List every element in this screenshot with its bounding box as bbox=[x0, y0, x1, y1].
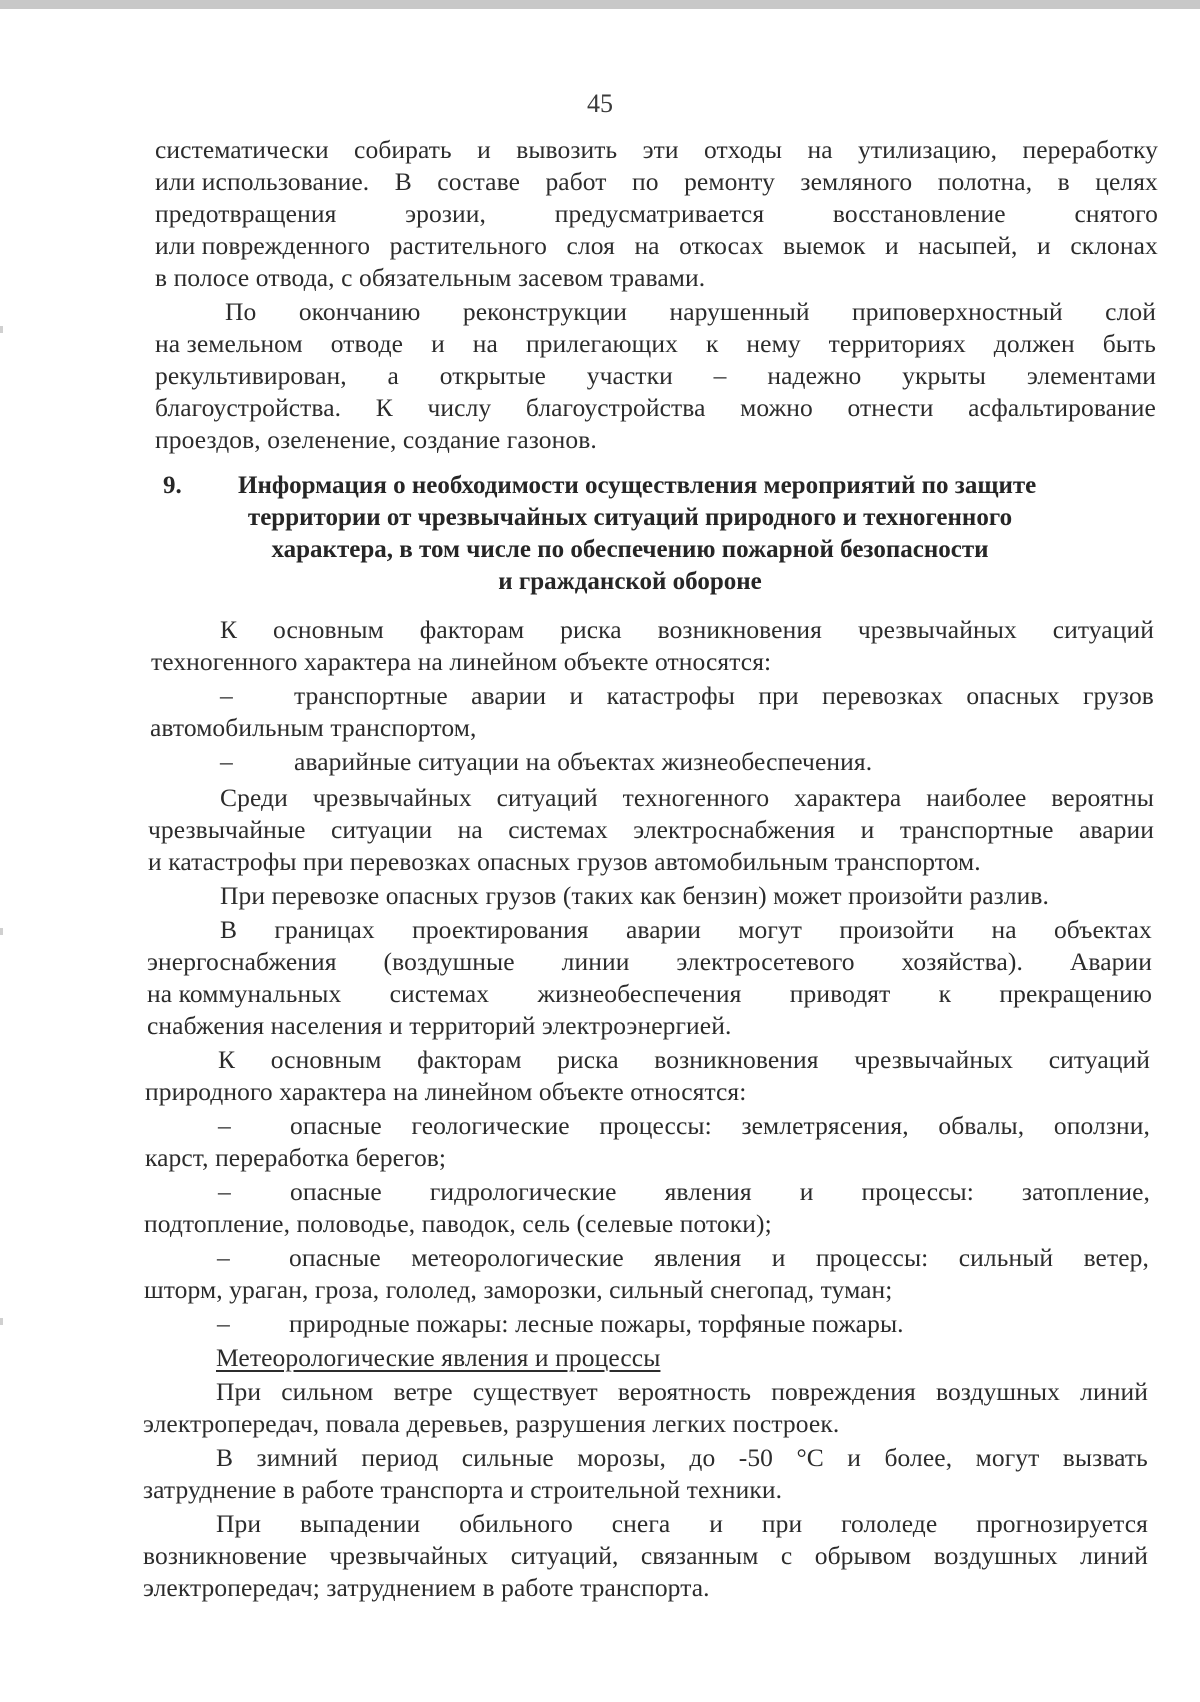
word: аварии bbox=[625, 915, 701, 944]
word: возникновения bbox=[654, 1045, 819, 1074]
list-dash: – bbox=[217, 1243, 230, 1272]
word: морозы, bbox=[577, 1443, 666, 1472]
word: благоустройства bbox=[525, 393, 706, 422]
word: явления bbox=[664, 1177, 752, 1206]
word: систематически bbox=[155, 135, 329, 164]
word: можно bbox=[740, 393, 813, 422]
justified-line bbox=[155, 392, 1156, 424]
word: выемок bbox=[783, 231, 866, 260]
word: наиболее bbox=[926, 783, 1027, 812]
word: чрезвычайных bbox=[857, 615, 1017, 644]
word: возникновения bbox=[657, 615, 822, 644]
text-line: карст, переработка берегов; bbox=[145, 1143, 447, 1172]
justified-line bbox=[290, 1110, 1150, 1142]
word: обвалы, bbox=[938, 1111, 1025, 1140]
word: откосах bbox=[679, 231, 764, 260]
word: надежно bbox=[767, 361, 862, 390]
justified-line bbox=[216, 1508, 1148, 1540]
word: и bbox=[1037, 231, 1051, 260]
word: окончанию bbox=[298, 297, 421, 326]
word: К bbox=[220, 615, 238, 644]
word: В bbox=[394, 167, 412, 196]
word: транспортные bbox=[294, 681, 448, 710]
word: ситуаций bbox=[1052, 615, 1154, 644]
text-line: шторм, ураган, гроза, гололед, заморозки, сильный снегопад, туман; bbox=[144, 1275, 893, 1304]
word: проектирования bbox=[412, 915, 589, 944]
justified-line bbox=[218, 1044, 1150, 1076]
word: объектах bbox=[1053, 915, 1152, 944]
word: линий bbox=[1080, 1377, 1148, 1406]
word: сильный bbox=[958, 1243, 1054, 1272]
word: ситуаций bbox=[496, 783, 598, 812]
word: риска bbox=[560, 615, 622, 644]
text-line: автомобильным транспортом, bbox=[150, 713, 477, 742]
word: факторам bbox=[419, 615, 525, 644]
word: или использование. bbox=[155, 167, 370, 196]
word: благоустройства. bbox=[155, 393, 342, 422]
word: на bbox=[991, 915, 1017, 944]
text-line: подтопление, половодье, паводок, сель (селевые потоки); bbox=[144, 1209, 772, 1238]
word: гидрологические bbox=[429, 1177, 617, 1206]
word: системах bbox=[508, 815, 608, 844]
word: полотна, bbox=[937, 167, 1033, 196]
word: обильного bbox=[459, 1509, 573, 1538]
word: участки bbox=[586, 361, 673, 390]
justified-line bbox=[155, 166, 1158, 198]
word: грузов bbox=[1083, 681, 1154, 710]
justified-line bbox=[147, 946, 1152, 978]
word: на bbox=[807, 135, 833, 164]
word: нему bbox=[746, 329, 801, 358]
word: процессы: bbox=[815, 1243, 929, 1272]
word: зимний bbox=[256, 1443, 338, 1472]
word: составе bbox=[437, 167, 520, 196]
section-number: 9. bbox=[163, 472, 182, 499]
page-number: 45 bbox=[587, 89, 613, 118]
word: По bbox=[225, 297, 257, 326]
word: метеорологические bbox=[411, 1243, 624, 1272]
word: до bbox=[689, 1443, 716, 1472]
text-line: При перевозке опасных грузов (таких как бензин) может произойти разлив. bbox=[220, 881, 1050, 910]
word: риска bbox=[557, 1045, 619, 1074]
word: предусматривается bbox=[554, 199, 765, 228]
text-line: природные пожары: лесные пожары, торфяные пожары. bbox=[289, 1309, 904, 1338]
word: должен bbox=[993, 329, 1075, 358]
word: В bbox=[216, 1443, 234, 1472]
word: воздушных bbox=[933, 1541, 1058, 1570]
word: произойти bbox=[839, 915, 955, 944]
word: и bbox=[569, 681, 584, 710]
word: При bbox=[216, 1377, 262, 1406]
word: отнести bbox=[847, 393, 934, 422]
word: опасные bbox=[289, 1243, 381, 1272]
word: выпадении bbox=[300, 1509, 421, 1538]
word: основным bbox=[273, 615, 384, 644]
list-dash: – bbox=[218, 1177, 231, 1206]
word: на коммунальных bbox=[147, 979, 342, 1008]
word: обрывом bbox=[814, 1541, 912, 1570]
word: гололеде bbox=[841, 1509, 938, 1538]
list-dash: – bbox=[220, 747, 233, 776]
word: насыпей, bbox=[918, 231, 1018, 260]
word: эрозии, bbox=[405, 199, 487, 228]
word: территориях bbox=[828, 329, 966, 358]
text-line: и катастрофы при перевозках опасных грузов автомобильным транспортом. bbox=[148, 847, 981, 876]
word: ремонту bbox=[684, 167, 775, 196]
word: характера bbox=[794, 783, 902, 812]
word: и bbox=[847, 1443, 862, 1472]
word: при bbox=[758, 681, 799, 710]
word: аварии bbox=[1079, 815, 1154, 844]
word: открытые bbox=[439, 361, 546, 390]
word: техногенного bbox=[622, 783, 770, 812]
justified-line bbox=[143, 1540, 1148, 1572]
word: электросетевого bbox=[676, 947, 855, 976]
word: границах bbox=[274, 915, 375, 944]
word: перевозках bbox=[822, 681, 943, 710]
justified-line bbox=[220, 614, 1154, 646]
word: °С bbox=[796, 1443, 824, 1472]
word: могут bbox=[738, 915, 803, 944]
word: опасных bbox=[966, 681, 1060, 710]
word: и bbox=[709, 1509, 723, 1538]
word: вызвать bbox=[1062, 1443, 1148, 1472]
text-line: электропередач; затруднением в работе транспорта. bbox=[143, 1573, 710, 1602]
word: чрезвычайных bbox=[329, 1541, 489, 1570]
word: Среди bbox=[220, 783, 288, 812]
word: эти bbox=[642, 135, 679, 164]
word: к bbox=[705, 329, 719, 358]
word: основным bbox=[270, 1045, 382, 1074]
word: геологические bbox=[411, 1111, 570, 1140]
word: земляного bbox=[800, 167, 913, 196]
word: чрезвычайных bbox=[312, 783, 472, 812]
word: хозяйства). bbox=[901, 947, 1023, 976]
word: и bbox=[799, 1177, 814, 1206]
word: системах bbox=[389, 979, 490, 1008]
text-line: аварийные ситуации на объектах жизнеобеспечения. bbox=[294, 747, 873, 776]
word: и bbox=[771, 1243, 786, 1272]
word: или поврежденного bbox=[155, 231, 371, 260]
justified-line bbox=[216, 1376, 1148, 1408]
word: переработку bbox=[1022, 135, 1158, 164]
word: снятого bbox=[1074, 199, 1158, 228]
word: возникновение bbox=[143, 1541, 307, 1570]
word: процессы: bbox=[861, 1177, 974, 1206]
text-line: техногенного характера на линейном объекте относятся: bbox=[151, 647, 772, 676]
word: транспортные bbox=[899, 815, 1054, 844]
text-line: природного характера на линейном объекте относятся: bbox=[145, 1077, 747, 1106]
word: ветре bbox=[393, 1377, 453, 1406]
word: прогнозируется bbox=[976, 1509, 1148, 1538]
word: отходы bbox=[704, 135, 783, 164]
justified-line bbox=[290, 1176, 1150, 1208]
justified-line bbox=[155, 198, 1158, 230]
word: быть bbox=[1102, 329, 1156, 358]
word: чрезвычайных bbox=[854, 1045, 1014, 1074]
text-line: в полосе отвода, с обязательным засевом травами. bbox=[155, 263, 706, 292]
section-heading-line: Информация о необходимости осуществления мероприятий по защите bbox=[238, 472, 1037, 499]
word: Аварии bbox=[1069, 947, 1152, 976]
section-heading-line: территории от чрезвычайных ситуаций природного и техногенного bbox=[247, 504, 1013, 531]
word: сильные bbox=[461, 1443, 554, 1472]
word: – bbox=[713, 361, 727, 390]
word: факторам bbox=[417, 1045, 522, 1074]
word: электроснабжения bbox=[633, 815, 836, 844]
justified-line bbox=[294, 680, 1154, 712]
list-dash: – bbox=[220, 681, 233, 710]
word: и bbox=[477, 135, 491, 164]
word: а bbox=[387, 361, 399, 390]
text-line: снабжения населения и территорий электроэнергией. bbox=[147, 1011, 732, 1040]
word: явления bbox=[654, 1243, 742, 1272]
word: оползни, bbox=[1053, 1111, 1150, 1140]
section-heading-line: и гражданской обороне bbox=[498, 568, 762, 595]
word: прекращению bbox=[999, 979, 1152, 1008]
word: слой bbox=[1105, 297, 1156, 326]
word: и bbox=[885, 231, 899, 260]
word: чрезвычайные bbox=[148, 815, 306, 844]
word: слоя bbox=[566, 231, 615, 260]
word: приводят bbox=[789, 979, 891, 1008]
justified-line bbox=[155, 230, 1158, 262]
word: на bbox=[634, 231, 660, 260]
word: В bbox=[220, 915, 238, 944]
word: реконструкции bbox=[462, 297, 628, 326]
word: по bbox=[632, 167, 659, 196]
word: и bbox=[860, 815, 875, 844]
word: целях bbox=[1095, 167, 1158, 196]
word: При bbox=[216, 1509, 262, 1538]
word: -50 bbox=[738, 1443, 774, 1472]
word: процессы: bbox=[599, 1111, 712, 1140]
word: на земельном bbox=[155, 329, 303, 358]
word: К bbox=[218, 1045, 236, 1074]
word: вероятны bbox=[1051, 783, 1154, 812]
word: при bbox=[761, 1509, 803, 1538]
word: К bbox=[375, 393, 393, 422]
word: могут bbox=[975, 1443, 1040, 1472]
word: существует bbox=[472, 1377, 598, 1406]
justified-line bbox=[216, 1442, 1148, 1474]
justified-line bbox=[148, 814, 1154, 846]
word: предотвращения bbox=[155, 199, 337, 228]
word: затопление, bbox=[1021, 1177, 1150, 1206]
section-heading-line: характера, в том числе по обеспечению пожарной безопасности bbox=[271, 536, 989, 563]
justified-line bbox=[147, 978, 1152, 1010]
word: (воздушные bbox=[383, 947, 515, 976]
word: числу bbox=[427, 393, 492, 422]
word: более, bbox=[884, 1443, 953, 1472]
word: ситуации bbox=[330, 815, 433, 844]
word: воздушных bbox=[935, 1377, 1061, 1406]
text-line: затруднение в работе транспорта и строительной техники. bbox=[143, 1475, 783, 1504]
word: к bbox=[938, 979, 952, 1008]
word: отводе bbox=[330, 329, 404, 358]
list-dash: – bbox=[218, 1111, 231, 1140]
word: катастрофы bbox=[606, 681, 736, 710]
word: работ bbox=[545, 167, 607, 196]
word: нарушенный bbox=[669, 297, 810, 326]
word: склонах bbox=[1070, 231, 1158, 260]
word: рекультивирован, bbox=[155, 361, 347, 390]
word: приповерхностный bbox=[852, 297, 1063, 326]
word: асфальтирование bbox=[968, 393, 1156, 422]
word: утилизацию, bbox=[858, 135, 998, 164]
word: элементами bbox=[1026, 361, 1156, 390]
word: повреждения bbox=[771, 1377, 916, 1406]
text-line: электропередач, повала деревьев, разрушения легких построек. bbox=[143, 1409, 840, 1438]
word: аварии bbox=[471, 681, 547, 710]
justified-line bbox=[220, 914, 1152, 946]
text-line: проездов, озеленение, создание газонов. bbox=[155, 425, 597, 454]
word: растительного bbox=[389, 231, 547, 260]
subheading: Метеорологические явления и процессы bbox=[216, 1343, 661, 1372]
word: опасные bbox=[290, 1111, 382, 1140]
word: с bbox=[780, 1541, 793, 1570]
word: ветер, bbox=[1083, 1243, 1149, 1272]
word: собирать bbox=[354, 135, 452, 164]
word: и bbox=[431, 329, 445, 358]
word: землетрясения, bbox=[741, 1111, 909, 1140]
word: период bbox=[361, 1443, 439, 1472]
word: на bbox=[472, 329, 498, 358]
list-dash: – bbox=[217, 1309, 230, 1338]
word: ситуаций bbox=[1048, 1045, 1150, 1074]
word: на bbox=[457, 815, 483, 844]
word: опасные bbox=[290, 1177, 382, 1206]
word: линии bbox=[561, 947, 630, 976]
word: прилегающих bbox=[525, 329, 678, 358]
justified-line bbox=[225, 296, 1156, 328]
word: энергоснабжения bbox=[147, 947, 337, 976]
justified-line bbox=[289, 1242, 1149, 1274]
word: линий bbox=[1080, 1541, 1148, 1570]
justified-line bbox=[155, 134, 1158, 166]
word: вывозить bbox=[516, 135, 618, 164]
justified-line bbox=[155, 360, 1156, 392]
justified-line bbox=[220, 782, 1154, 814]
justified-line bbox=[155, 328, 1156, 360]
word: в bbox=[1057, 167, 1070, 196]
word: вероятность bbox=[617, 1377, 752, 1406]
word: ситуаций, bbox=[510, 1541, 619, 1570]
word: укрыты bbox=[902, 361, 987, 390]
word: связанным bbox=[640, 1541, 759, 1570]
word: сильном bbox=[281, 1377, 374, 1406]
word: снега bbox=[611, 1509, 671, 1538]
word: жизнеобеспечения bbox=[537, 979, 742, 1008]
word: восстановление bbox=[832, 199, 1006, 228]
